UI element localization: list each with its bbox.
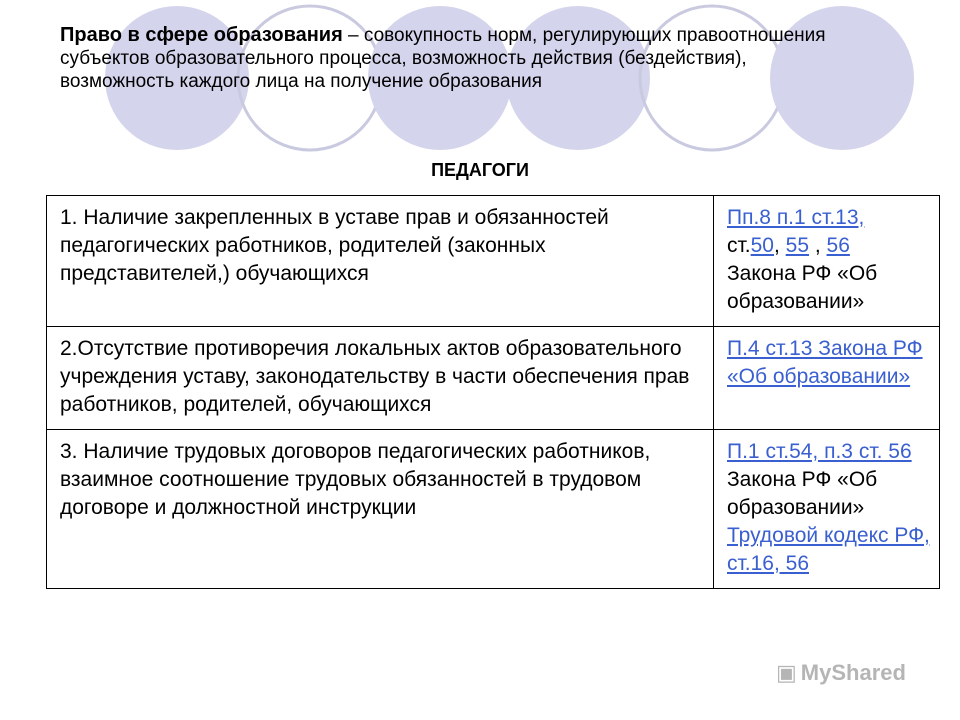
ref-separator: , [809,234,827,257]
requirement-cell: 1. Наличие закрепленных в уставе прав и обязанностей педагогических работников, родителей (законных представителей,) обучающихся [47,196,714,327]
ref-law-name: Закона РФ «Об образовании» [727,262,878,313]
watermark [776,660,906,686]
definition-paragraph [60,24,860,93]
ref-link-labor-code[interactable]: Трудовой кодекс РФ, ст.16, 56 [727,524,930,575]
ref-link-p1-st54[interactable]: П.1 ст.54, п.3 ст. 56 [727,440,912,463]
reference-cell [714,430,940,589]
ref-text-st: ст. [727,234,751,257]
ref-link-st50[interactable]: 50 [750,234,774,257]
section-title: ПЕДАГОГИ [431,160,529,180]
requirement-cell: 3. Наличие трудовых договоров педагогических работников, взаимное соотношение трудовых обязанностей в трудовом договоре и должностной инструкции [47,430,714,589]
reference-cell [714,327,940,430]
presentation-board-icon: ▣ [776,660,797,685]
ref-link-p4-st13[interactable]: П.4 ст.13 Закона РФ «Об образовании» [727,337,923,388]
reference-cell [714,196,940,327]
ref-link-st55[interactable]: 55 [785,234,810,257]
table-row [47,327,940,430]
requirements-table [46,195,940,589]
table-row [47,430,940,589]
ref-link-st56[interactable]: 56 [826,234,850,257]
ref-link-pp8[interactable]: Пп.8 п.1 ст.13, [727,206,865,229]
table-row [47,196,940,327]
definition-text: – совокупность норм, регулирующих правоотношения субъектов образовательного процесса, возможность действия (бездействия), возможность каждого лица на получение образования [60,25,826,92]
requirement-cell: 2.Отсутствие противоречия локальных актов образовательного учреждения уставу, законодательству в части обеспечения прав работников, родителей, обучающихся [47,327,714,430]
watermark-text: MyShared [800,660,906,685]
ref-law-name: Закона РФ «Об образовании» [727,468,878,519]
definition-term: Право в сфере образования [60,24,343,46]
ref-separator: , [773,234,786,257]
